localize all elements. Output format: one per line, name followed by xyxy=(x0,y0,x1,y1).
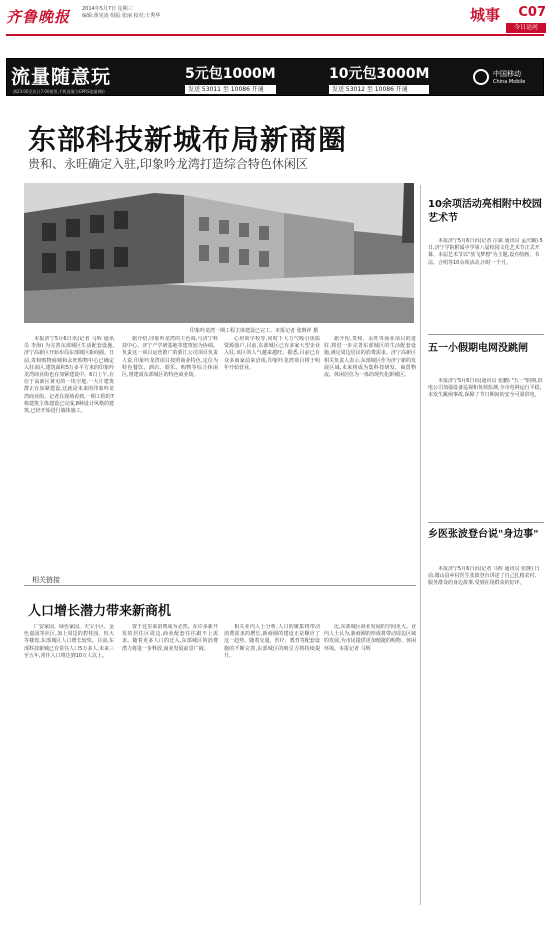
related-rule xyxy=(24,585,416,586)
page-number: C07 xyxy=(518,5,546,20)
related-column-2 xyxy=(122,624,218,720)
sidebar-title-1: 10余项活动亮相附中校园艺术节 xyxy=(428,199,542,224)
related-column-3 xyxy=(224,624,320,720)
related-column-2-text: 置于这里来消费成为必然。在许多新开发的居住区周边,商业配套往往跟不上需求。随着更多人口的迁入,东部城区的消费潜力将进一步释放,商业发展前景广阔。 xyxy=(122,624,218,652)
china-mobile-logo-icon xyxy=(473,69,489,85)
construction-site-image xyxy=(24,183,414,323)
ad-deal-1-command: 发送 53011 至 10086 开通 xyxy=(185,85,276,94)
article-column-4 xyxy=(324,336,416,568)
header-rule xyxy=(6,34,544,36)
sidebar-title-2: 五一小假期电网没跳闸 xyxy=(428,343,528,354)
ad-deal-2-command: 发送 53012 至 10086 开通 xyxy=(329,85,429,94)
sidebar-body-3-text: 本报济宁5月6日讯(记者 马辉 通讯员 张静) 日前,微山县乡村医生张波登台讲述了自己扎根农村、服务群众的身边故事,受到在场群众的好评。 xyxy=(428,566,540,587)
article-column-3 xyxy=(224,336,320,568)
article-column-1-text: 本报济宁5月6日讯(记者 马辉 通讯员 李海) 为完善东部城区生活配套设施,济宁高新区开始布局东部城区新商圈。日前,贵和购物商城和永旺购物中心已确定入驻该区,建筑面积5万多平方米的印象吟龙湾商业街也在加紧建设中。6日上午,在位于高新区黄屯的一块空地,一大片建筑群正在加紧建设,这就是未来的印象吟龙湾商业街。记者在现场看到,一期工程的7栋建筑主体建设已完成,8种设计风格的建筑,已经开始进行墙体施工。 xyxy=(24,336,114,415)
related-column-1 xyxy=(24,624,114,720)
editor-line: 编辑:黄宪凌 组版:张丽 校对:王秀华 xyxy=(82,13,161,19)
column-divider xyxy=(420,185,421,905)
related-links-label: 相关链接 xyxy=(32,576,60,584)
ad-deal-2-price: 10元包3000M xyxy=(329,66,430,82)
ad-subtitle: 满23:00至次日7:00使用,手机流量为GPRS流量(略) xyxy=(13,89,105,94)
sidebar-title-3: 乡医张波登台说"身边事" xyxy=(428,529,539,540)
sidebar-body-3 xyxy=(428,566,544,716)
related-headline: 人口增长潜力带来新商机 xyxy=(28,604,172,619)
article-subheadline: 贵和、永旺确定入驻,印象吟龙湾打造综合特色休闲区 xyxy=(28,157,308,171)
china-mobile-logo xyxy=(473,67,537,91)
header-info xyxy=(82,6,302,20)
related-column-1-text: 广安家园、绿色家园、天宝小区、金色嘉园等社区,加上周边的碧桂园、恒大等楼盘,东部城区人口增长较快。目前,东部科技新城已有常住人口5万多人,未来三至五年,常住人口将达到10万人以上。 xyxy=(24,624,114,659)
article-column-4-text: 据介绍,贵和、永旺等商业项目的进驻,将进一步完善东部城区的生活配套设施,满足周边居民的消费需求。济宁高新区相关负责人表示,东部城区作为济宁新的发展区域,未来将成为集科技研发、商贸物流、休闲居住为一体的现代化新城区。 xyxy=(324,336,416,379)
article-photo xyxy=(24,183,414,323)
sidebar-body-1-text: 本报济宁5月6日讯(记者 汪斌 通讯员 孟庆璐) 5日,济宁学院附属中学第八届校园文化艺术节正式开幕。本届艺术节以"放飞梦想"为主题,设有绘画、书法、合唱等10余项活动,历时一个月。 xyxy=(428,238,543,266)
article-column-2 xyxy=(122,336,218,568)
article-column-1 xyxy=(24,336,114,568)
article-headline: 东部科技新城布局新商圈 xyxy=(28,123,348,156)
article-column-2-text: 据介绍,印象吟龙湾的主色调,与济宁科技中心、济宁产学研基地等建筑较为协调。负责这一项目运营推广的浙江公司项目负责人说,印象吟龙湾项目按照商业特色,定位为特色餐饮、酒店、娱乐、购物等综合休闲区,将建成东部城区的特色商业街。 xyxy=(122,336,218,379)
masthead-logo: 齐鲁晚报 xyxy=(6,8,71,26)
article-column-3-text: 心培训学校等,同时下大力气吸引优质资源落户,目前,东部城区已有多家大型企业入驻,该区的人气越来越旺。据悉,目前已有众多商家前来洽谈,印象吟龙湾项目将于明年开始营业。 xyxy=(224,336,320,371)
related-column-4 xyxy=(324,624,416,720)
brand-name-cn: 中国移动 xyxy=(493,70,521,78)
sidebar-body-2-text: 本报济宁5月6日讯(通讯员 张鹏) "五一"假期,供电公司加强设备巡视和负荷监测,全市电网运行平稳,未发生跳闸事故,保障了节日期间的安全可靠供电。 xyxy=(428,378,543,399)
section-header xyxy=(470,4,546,34)
section-tag: 今日运河 xyxy=(506,23,546,33)
ad-title: 流量随意玩 xyxy=(11,66,112,88)
section-name: 城事 xyxy=(470,6,501,24)
sidebar-rule-2 xyxy=(428,522,544,523)
advertisement-banner[interactable] xyxy=(6,58,544,96)
photo-caption: 印象吟龙湾一期工程主体建设已完工。本报记者 张继祥 摄 xyxy=(190,328,319,334)
sidebar-body-2 xyxy=(428,378,544,516)
sidebar-body-1 xyxy=(428,238,544,330)
brand-name-en: China Mobile xyxy=(493,79,526,85)
related-column-3-text: 相关业内人士分析,人口的聚集将带动消费需求的增长,新商圈的建设正是顺应了这一趋势。随着交通、医疗、教育等配套设施的不断完善,东部城区的吸引力将持续提升。 xyxy=(224,624,320,659)
date-line: 2014年5月7日 星期三 xyxy=(82,6,133,12)
related-column-4-text: 比,东部城区商业发展的空间更大。业内人士认为,新商圈的形成将带动周边区域的发展,为市民提供更加便捷的购物、休闲环境。本报记者 马辉 xyxy=(324,624,416,652)
ad-deal-2 xyxy=(329,63,429,93)
ad-deal-1-price: 5元包1000M xyxy=(185,66,276,82)
ad-deal-1 xyxy=(185,63,276,93)
sidebar-rule-1 xyxy=(428,334,544,335)
